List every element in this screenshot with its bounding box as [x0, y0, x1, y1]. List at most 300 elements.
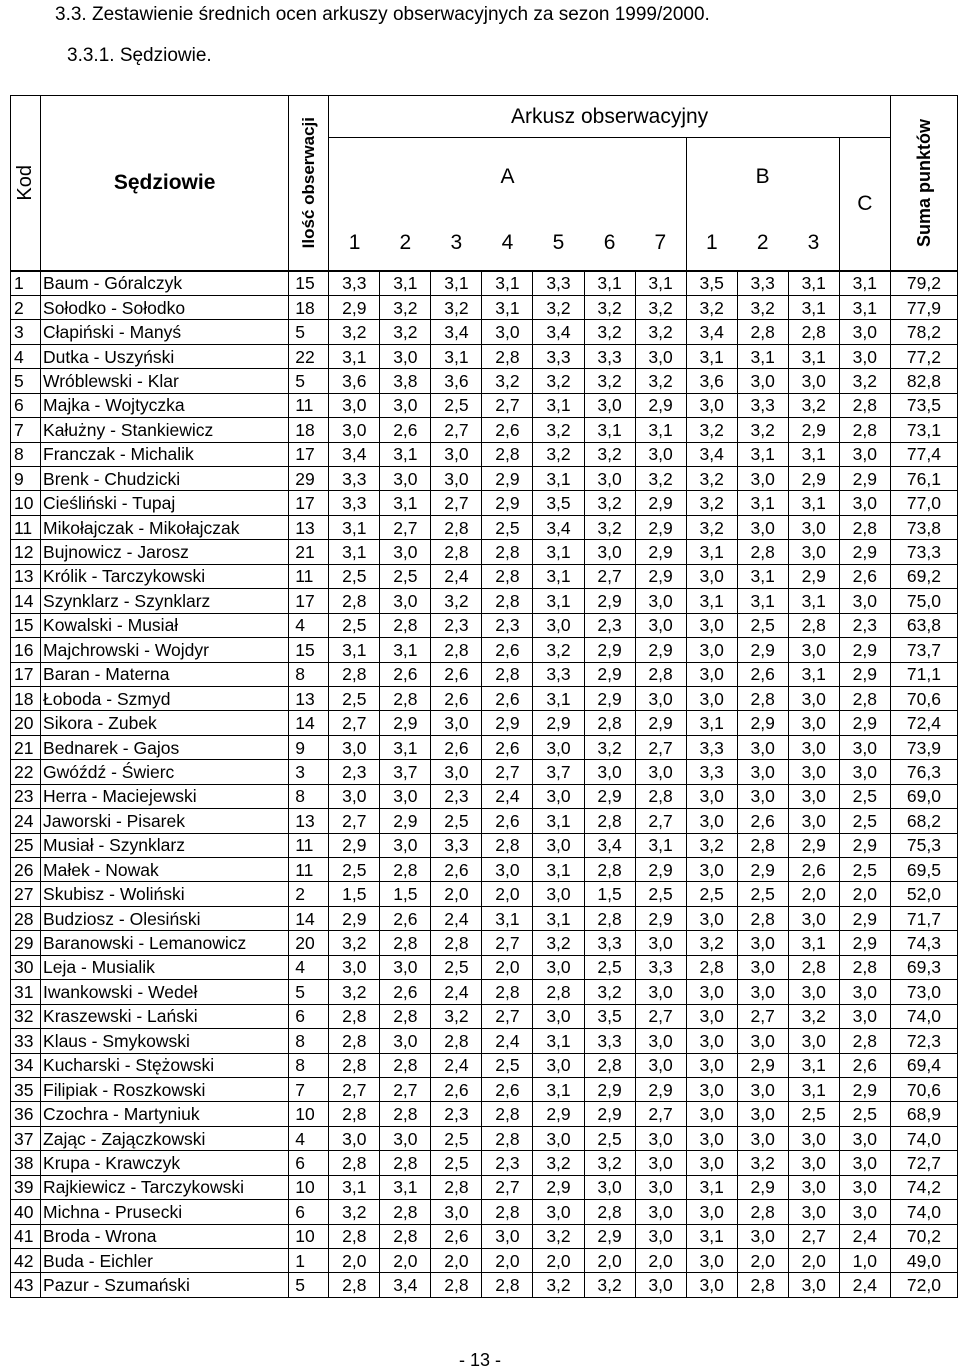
- cell-score: 2,8: [329, 1102, 380, 1126]
- cell-score: 3,1: [533, 564, 584, 588]
- cell-score: 3,3: [533, 662, 584, 686]
- cell-score: 3,0: [788, 638, 839, 662]
- cell-score: 3,0: [482, 320, 533, 344]
- cell-score: 3,3: [737, 271, 788, 296]
- cell-score: 3,0: [380, 589, 431, 613]
- cell-score: 2,4: [431, 980, 482, 1004]
- page-number: - 13 -: [458, 1350, 501, 1370]
- cell-suma: 76,1: [890, 467, 957, 491]
- cell-kod: 26: [11, 858, 41, 882]
- table-row: [11, 564, 958, 588]
- cell-kod: 17: [11, 662, 41, 686]
- cell-score: 3,1: [686, 540, 737, 564]
- cell-score: 3,0: [584, 1175, 635, 1199]
- cell-score: 3,0: [329, 955, 380, 979]
- cell-ilosc: 17: [289, 491, 329, 515]
- cell-score: 3,2: [584, 320, 635, 344]
- cell-score: 2,9: [737, 638, 788, 662]
- cell-score: 3,1: [737, 442, 788, 466]
- cell-score: 3,2: [533, 638, 584, 662]
- cell-score: 2,9: [788, 833, 839, 857]
- table-row: [11, 711, 958, 735]
- table-row: [11, 1029, 958, 1053]
- cell-score: 3,0: [380, 955, 431, 979]
- cell-score: 2,8: [329, 1053, 380, 1077]
- cell-score: 3,0: [788, 906, 839, 930]
- cell-score: 2,9: [329, 906, 380, 930]
- cell-ilosc: 15: [289, 638, 329, 662]
- cell-score: 2,6: [839, 1053, 890, 1077]
- cell-kod: 22: [11, 760, 41, 784]
- cell-score: 2,5: [482, 515, 533, 539]
- cell-ilosc: 11: [289, 833, 329, 857]
- cell-ilosc: 10: [289, 1224, 329, 1248]
- cell-score: 2,8: [788, 613, 839, 637]
- cell-score: 3,1: [686, 1224, 737, 1248]
- cell-score: 2,0: [839, 882, 890, 906]
- cell-sedziowie: Buda - Eichler: [41, 1249, 289, 1273]
- cell-sedziowie: Bednarek - Gajos: [41, 735, 289, 759]
- table-row: [11, 271, 958, 296]
- table-row: [11, 393, 958, 417]
- cell-score: 2,3: [839, 613, 890, 637]
- cell-kod: 23: [11, 784, 41, 808]
- cell-ilosc: 14: [289, 906, 329, 930]
- cell-suma: 77,4: [890, 442, 957, 466]
- cell-suma: 73,1: [890, 418, 957, 442]
- cell-score: 3,1: [839, 295, 890, 319]
- cell-score: 2,7: [482, 931, 533, 955]
- cell-score: 3,1: [431, 271, 482, 296]
- cell-suma: 82,8: [890, 369, 957, 393]
- cell-score: 3,0: [533, 784, 584, 808]
- cell-score: 3,0: [788, 711, 839, 735]
- cell-score: 3,0: [737, 1126, 788, 1150]
- cell-suma: 74,0: [890, 1126, 957, 1150]
- cell-ilosc: 4: [289, 1126, 329, 1150]
- cell-score: 2,5: [329, 686, 380, 710]
- cell-score: 2,5: [431, 393, 482, 417]
- cell-score: 2,8: [380, 1053, 431, 1077]
- cell-score: 2,5: [482, 1053, 533, 1077]
- cell-score: 3,0: [533, 955, 584, 979]
- header-sedziowie: Sędziowie: [41, 96, 289, 271]
- cell-score: 3,3: [686, 760, 737, 784]
- cell-score: 3,0: [737, 931, 788, 955]
- cell-sedziowie: Iwankowski - Wedeł: [41, 980, 289, 1004]
- cell-score: 3,0: [329, 735, 380, 759]
- cell-score: 3,0: [686, 613, 737, 637]
- cell-score: 3,0: [380, 393, 431, 417]
- col-a6: 6: [584, 216, 635, 271]
- cell-score: 2,7: [329, 809, 380, 833]
- cell-sedziowie: Jaworski - Pisarek: [41, 809, 289, 833]
- col-a4: 4: [482, 216, 533, 271]
- cell-score: 2,8: [482, 442, 533, 466]
- cell-score: 2,9: [584, 784, 635, 808]
- cell-suma: 77,9: [890, 295, 957, 319]
- cell-score: 3,0: [686, 980, 737, 1004]
- cell-score: 2,0: [788, 882, 839, 906]
- cell-score: 3,3: [533, 271, 584, 296]
- cell-sedziowie: Zając - Zajączkowski: [41, 1126, 289, 1150]
- cell-score: 3,1: [533, 1077, 584, 1101]
- cell-ilosc: 14: [289, 711, 329, 735]
- cell-score: 3,0: [533, 735, 584, 759]
- cell-score: 2,0: [380, 1249, 431, 1273]
- cell-suma: 69,2: [890, 564, 957, 588]
- cell-score: 3,2: [329, 980, 380, 1004]
- cell-score: 3,0: [686, 1077, 737, 1101]
- cell-score: 3,6: [329, 369, 380, 393]
- cell-score: 3,0: [737, 369, 788, 393]
- cell-score: 3,0: [329, 393, 380, 417]
- cell-kod: 14: [11, 589, 41, 613]
- cell-score: 3,4: [329, 442, 380, 466]
- cell-score: 2,3: [431, 613, 482, 637]
- cell-score: 2,0: [635, 1249, 686, 1273]
- cell-ilosc: 5: [289, 369, 329, 393]
- cell-score: 3,0: [635, 931, 686, 955]
- cell-kod: 32: [11, 1004, 41, 1028]
- cell-score: 3,0: [839, 442, 890, 466]
- cell-score: 2,5: [431, 955, 482, 979]
- cell-ilosc: 10: [289, 1102, 329, 1126]
- cell-score: 2,9: [635, 393, 686, 417]
- cell-score: 2,7: [482, 393, 533, 417]
- cell-score: 2,8: [380, 1151, 431, 1175]
- cell-score: 3,0: [635, 1126, 686, 1150]
- cell-sedziowie: Musiał - Szynklarz: [41, 833, 289, 857]
- cell-sedziowie: Michna - Prusecki: [41, 1200, 289, 1224]
- cell-score: 2,9: [635, 906, 686, 930]
- cell-score: 2,8: [839, 515, 890, 539]
- cell-score: 3,0: [686, 564, 737, 588]
- cell-kod: 28: [11, 906, 41, 930]
- cell-score: 2,8: [380, 931, 431, 955]
- cell-score: 2,8: [584, 1200, 635, 1224]
- cell-score: 3,0: [584, 393, 635, 417]
- cell-score: 2,9: [584, 1224, 635, 1248]
- cell-score: 3,2: [737, 295, 788, 319]
- cell-kod: 9: [11, 467, 41, 491]
- cell-score: 3,1: [788, 931, 839, 955]
- cell-score: 3,0: [788, 686, 839, 710]
- col-a1: 1: [329, 216, 380, 271]
- table-row: [11, 760, 958, 784]
- cell-suma: 73,7: [890, 638, 957, 662]
- cell-score: 2,7: [482, 1175, 533, 1199]
- table-row: [11, 931, 958, 955]
- cell-score: 3,3: [584, 1029, 635, 1053]
- cell-score: 3,4: [533, 320, 584, 344]
- cell-score: 2,8: [737, 1200, 788, 1224]
- table-row: [11, 1126, 958, 1150]
- table-row: [11, 1224, 958, 1248]
- cell-sedziowie: Herra - Maciejewski: [41, 784, 289, 808]
- cell-sedziowie: Mikołajczak - Mikołajczak: [41, 515, 289, 539]
- cell-score: 3,0: [839, 320, 890, 344]
- cell-score: 2,9: [839, 638, 890, 662]
- cell-sedziowie: Kucharski - Stężowski: [41, 1053, 289, 1077]
- cell-score: 3,1: [533, 589, 584, 613]
- col-a7: 7: [635, 216, 686, 271]
- cell-score: 3,2: [533, 442, 584, 466]
- cell-score: 3,2: [686, 491, 737, 515]
- cell-kod: 41: [11, 1224, 41, 1248]
- cell-score: 3,1: [788, 589, 839, 613]
- table-row: [11, 442, 958, 466]
- table-row: [11, 1004, 958, 1028]
- cell-score: 3,1: [533, 858, 584, 882]
- cell-score: 3,1: [380, 442, 431, 466]
- cell-kod: 33: [11, 1029, 41, 1053]
- cell-kod: 7: [11, 418, 41, 442]
- cell-kod: 37: [11, 1126, 41, 1150]
- cell-score: 2,3: [329, 760, 380, 784]
- cell-score: 2,4: [482, 1029, 533, 1053]
- cell-score: 3,2: [533, 931, 584, 955]
- cell-suma: 74,2: [890, 1175, 957, 1199]
- cell-score: 3,0: [380, 540, 431, 564]
- cell-score: 3,2: [839, 369, 890, 393]
- cell-ilosc: 3: [289, 760, 329, 784]
- cell-score: 3,1: [533, 540, 584, 564]
- cell-score: 2,6: [482, 1077, 533, 1101]
- cell-ilosc: 5: [289, 980, 329, 1004]
- cell-score: 2,6: [380, 906, 431, 930]
- cell-score: 2,6: [482, 638, 533, 662]
- cell-score: 2,8: [839, 418, 890, 442]
- cell-score: 2,8: [431, 638, 482, 662]
- cell-score: 3,7: [533, 760, 584, 784]
- cell-score: 2,4: [431, 906, 482, 930]
- header-kod: Kod: [11, 96, 41, 271]
- cell-score: 2,8: [737, 686, 788, 710]
- cell-score: 3,0: [788, 784, 839, 808]
- header-suma: Suma punktów: [890, 96, 957, 271]
- cell-score: 3,0: [635, 1224, 686, 1248]
- cell-score: 2,7: [635, 1102, 686, 1126]
- cell-score: 2,8: [788, 320, 839, 344]
- cell-score: 2,0: [584, 1249, 635, 1273]
- cell-score: 2,9: [839, 711, 890, 735]
- cell-score: 2,7: [329, 1077, 380, 1101]
- cell-score: 3,0: [686, 1053, 737, 1077]
- cell-score: 2,9: [533, 1102, 584, 1126]
- cell-score: 3,2: [635, 467, 686, 491]
- cell-score: 3,0: [737, 1102, 788, 1126]
- cell-score: 3,1: [839, 271, 890, 296]
- cell-score: 3,0: [737, 515, 788, 539]
- cell-score: 2,5: [686, 882, 737, 906]
- cell-score: 2,9: [635, 711, 686, 735]
- cell-score: 2,9: [635, 515, 686, 539]
- cell-score: 3,3: [329, 271, 380, 296]
- cell-kod: 18: [11, 686, 41, 710]
- cell-score: 3,2: [533, 295, 584, 319]
- cell-score: 3,8: [380, 369, 431, 393]
- section-heading: 3.3. Zestawienie średnich ocen arkuszy obserwacyjnych za sezon 1999/2000.: [55, 4, 710, 25]
- cell-score: 3,1: [686, 589, 737, 613]
- cell-kod: 43: [11, 1273, 41, 1297]
- cell-ilosc: 13: [289, 515, 329, 539]
- cell-score: 3,0: [737, 1224, 788, 1248]
- cell-score: 3,0: [584, 467, 635, 491]
- cell-score: 2,3: [584, 613, 635, 637]
- cell-suma: 68,2: [890, 809, 957, 833]
- cell-score: 3,0: [431, 760, 482, 784]
- cell-score: 2,9: [584, 1077, 635, 1101]
- cell-score: 2,6: [737, 809, 788, 833]
- cell-kod: 35: [11, 1077, 41, 1101]
- cell-suma: 69,0: [890, 784, 957, 808]
- cell-score: 3,2: [533, 1273, 584, 1297]
- cell-score: 3,4: [380, 1273, 431, 1297]
- cell-ilosc: 2: [289, 882, 329, 906]
- cell-sedziowie: Baran - Materna: [41, 662, 289, 686]
- cell-score: 3,0: [635, 1175, 686, 1199]
- cell-score: 3,0: [788, 809, 839, 833]
- cell-score: 2,3: [431, 1102, 482, 1126]
- cell-kod: 4: [11, 344, 41, 368]
- cell-score: 2,8: [737, 833, 788, 857]
- table-row: [11, 1053, 958, 1077]
- cell-sedziowie: Małek - Nowak: [41, 858, 289, 882]
- cell-score: 3,1: [380, 638, 431, 662]
- col-a2: 2: [380, 216, 431, 271]
- cell-ilosc: 11: [289, 858, 329, 882]
- cell-score: 3,2: [533, 418, 584, 442]
- cell-score: 2,6: [431, 662, 482, 686]
- cell-ilosc: 13: [289, 809, 329, 833]
- cell-score: 2,8: [839, 686, 890, 710]
- cell-score: 2,9: [635, 540, 686, 564]
- cell-kod: 34: [11, 1053, 41, 1077]
- cell-score: 3,0: [839, 344, 890, 368]
- cell-score: 2,8: [584, 1053, 635, 1077]
- cell-score: 3,5: [584, 1004, 635, 1028]
- cell-score: 3,0: [329, 1126, 380, 1150]
- cell-score: 2,8: [839, 955, 890, 979]
- cell-suma: 75,3: [890, 833, 957, 857]
- cell-score: 3,0: [380, 1126, 431, 1150]
- cell-score: 3,1: [584, 418, 635, 442]
- cell-kod: 42: [11, 1249, 41, 1273]
- cell-score: 3,0: [788, 1200, 839, 1224]
- cell-score: 2,0: [533, 1249, 584, 1273]
- cell-score: 3,6: [431, 369, 482, 393]
- cell-sedziowie: Bujnowicz - Jarosz: [41, 540, 289, 564]
- cell-ilosc: 11: [289, 393, 329, 417]
- table-row: [11, 1200, 958, 1224]
- cell-score: 3,1: [431, 344, 482, 368]
- cell-suma: 74,0: [890, 1004, 957, 1028]
- cell-score: 3,4: [533, 515, 584, 539]
- cell-score: 2,8: [737, 1273, 788, 1297]
- cell-ilosc: 11: [289, 564, 329, 588]
- cell-suma: 70,6: [890, 686, 957, 710]
- cell-ilosc: 4: [289, 613, 329, 637]
- cell-score: 2,6: [380, 980, 431, 1004]
- cell-score: 2,7: [431, 491, 482, 515]
- cell-score: 3,1: [635, 833, 686, 857]
- cell-score: 3,0: [788, 1175, 839, 1199]
- cell-score: 3,1: [533, 467, 584, 491]
- cell-score: 2,7: [635, 735, 686, 759]
- cell-score: 2,7: [635, 809, 686, 833]
- cell-score: 3,1: [686, 1175, 737, 1199]
- cell-score: 2,8: [635, 784, 686, 808]
- col-a5: 5: [533, 216, 584, 271]
- cell-score: 3,0: [788, 1273, 839, 1297]
- cell-score: 2,8: [839, 1029, 890, 1053]
- cell-score: 3,2: [788, 393, 839, 417]
- table-row: [11, 955, 958, 979]
- cell-sedziowie: Kraszewski - Lański: [41, 1004, 289, 1028]
- cell-score: 3,0: [686, 638, 737, 662]
- cell-score: 2,7: [380, 515, 431, 539]
- cell-score: 2,6: [737, 662, 788, 686]
- cell-score: 3,0: [839, 735, 890, 759]
- cell-kod: 3: [11, 320, 41, 344]
- cell-score: 2,5: [839, 784, 890, 808]
- cell-suma: 69,3: [890, 955, 957, 979]
- cell-sedziowie: Dutka - Uszyński: [41, 344, 289, 368]
- cell-score: 2,8: [380, 858, 431, 882]
- cell-score: 2,4: [431, 564, 482, 588]
- cell-score: 2,8: [431, 1029, 482, 1053]
- cell-sedziowie: Czochra - Martyniuk: [41, 1102, 289, 1126]
- cell-score: 3,0: [737, 467, 788, 491]
- cell-score: 2,8: [329, 589, 380, 613]
- cell-score: 2,9: [482, 491, 533, 515]
- cell-score: 3,2: [584, 980, 635, 1004]
- cell-score: 3,0: [482, 858, 533, 882]
- cell-score: 3,2: [788, 1004, 839, 1028]
- cell-score: 2,6: [431, 735, 482, 759]
- cell-score: 2,7: [635, 1004, 686, 1028]
- table-row: [11, 589, 958, 613]
- cell-score: 3,0: [635, 1200, 686, 1224]
- cell-score: 3,0: [380, 1029, 431, 1053]
- cell-score: 3,0: [788, 980, 839, 1004]
- cell-score: 3,0: [635, 1029, 686, 1053]
- cell-score: 3,1: [482, 906, 533, 930]
- cell-score: 3,0: [635, 1273, 686, 1297]
- cell-sedziowie: Filipiak - Roszkowski: [41, 1077, 289, 1101]
- table-row: [11, 980, 958, 1004]
- cell-score: 3,0: [839, 589, 890, 613]
- cell-suma: 63,8: [890, 613, 957, 637]
- cell-score: 3,0: [839, 1175, 890, 1199]
- cell-score: 3,0: [839, 1126, 890, 1150]
- cell-suma: 69,4: [890, 1053, 957, 1077]
- cell-score: 3,0: [329, 418, 380, 442]
- cell-score: 2,8: [686, 955, 737, 979]
- table-body: [11, 271, 958, 1298]
- cell-score: 2,9: [839, 540, 890, 564]
- cell-ilosc: 18: [289, 295, 329, 319]
- cell-score: 2,8: [584, 711, 635, 735]
- cell-score: 2,4: [839, 1224, 890, 1248]
- table-row: [11, 369, 958, 393]
- cell-score: 2,5: [431, 1151, 482, 1175]
- cell-score: 2,9: [584, 589, 635, 613]
- cell-score: 2,5: [737, 613, 788, 637]
- cell-score: 3,0: [431, 711, 482, 735]
- cell-kod: 11: [11, 515, 41, 539]
